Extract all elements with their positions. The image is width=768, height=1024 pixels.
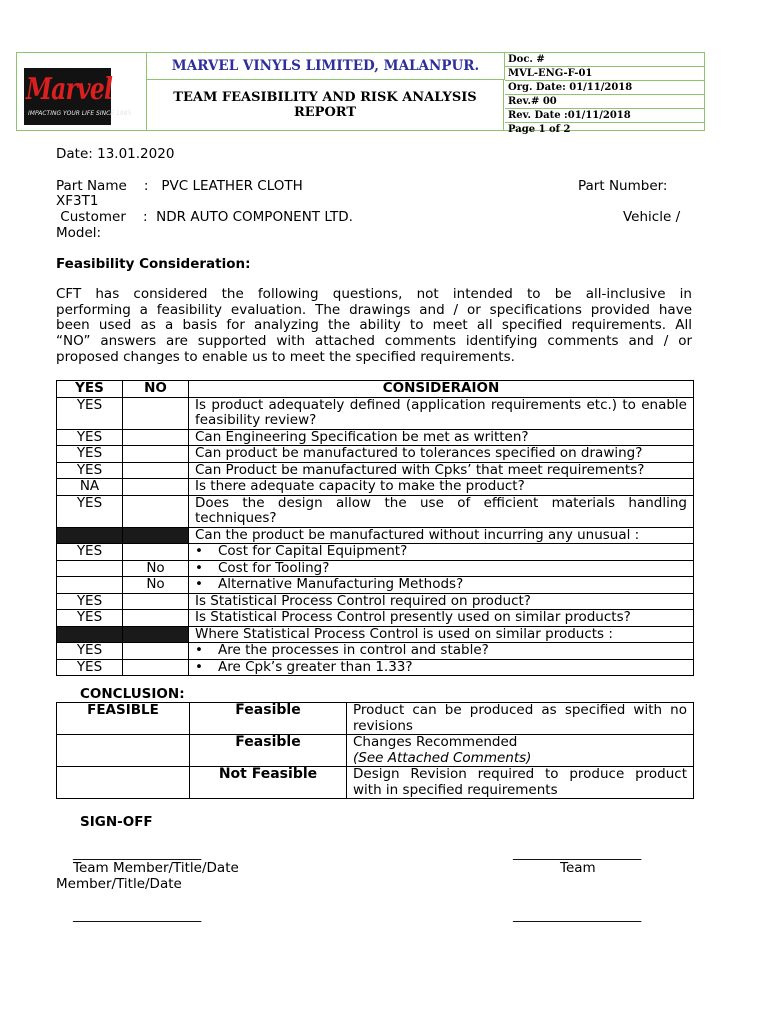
bullet-icon: • [195, 658, 203, 675]
no-cell [123, 544, 189, 561]
table-row [57, 495, 694, 527]
no-cell [123, 610, 189, 627]
table-row [57, 593, 694, 610]
table-row [57, 544, 694, 561]
table-section-row [57, 626, 694, 643]
table-row [57, 429, 694, 446]
consideration-text: Are the processes in control and stable? [218, 642, 489, 658]
description-line: revisions [353, 717, 413, 734]
conclusion-row [57, 703, 694, 735]
conclusion-table [56, 702, 694, 799]
consideration-text: Cost for Capital Equipment? [218, 543, 408, 559]
paragraph-line: proposed changes to enable us to meet the specified requirements. [56, 348, 515, 365]
table-row [57, 446, 694, 463]
report-title-line1: TEAM FEASIBILITY AND RISK ANALYSIS [173, 90, 477, 105]
description-line: with in specified requirements [353, 781, 558, 798]
report-title-line2: REPORT [293, 105, 357, 120]
doc-number: MVL-ENG-F-01 [505, 67, 704, 81]
logo-cell [17, 53, 147, 130]
model-label: Model: [56, 225, 102, 241]
table-section-row [57, 527, 694, 544]
blacked-out-cell [123, 626, 189, 643]
yes-cell: NA [57, 479, 123, 496]
conclusion-description [347, 735, 694, 767]
yes-cell: YES [57, 659, 123, 676]
conclusion-status: Feasible [190, 735, 347, 767]
header-no: NO [123, 381, 189, 398]
conclusion-label [57, 735, 190, 767]
consideration-cell: Can Product be manufactured with Cpks’ that meet requirements? [189, 462, 694, 479]
logo-wordmark: Marvel [26, 72, 113, 107]
consideration-cell [189, 544, 694, 561]
rev-date: Rev. Date :01/11/2018 [505, 109, 704, 123]
yes-cell [57, 560, 123, 577]
consideration-cell: Can the product be manufactured without incurring any unusual : [189, 527, 694, 544]
table-row [57, 610, 694, 627]
document-header [16, 52, 705, 135]
consideration-cell: Can product be manufactured to tolerances specified on drawing? [189, 446, 694, 463]
signature-line-right: ___________________ [513, 845, 642, 861]
conclusion-label [57, 767, 190, 799]
signature-line-right-2: ___________________ [513, 907, 642, 923]
logo-tagline: IMPACTING YOUR LIFE SINCE 1985 [28, 110, 132, 117]
no-cell: No [123, 560, 189, 577]
yes-cell: YES [57, 446, 123, 463]
yes-cell: YES [57, 610, 123, 627]
paragraph-line: performing a feasibility evaluation. The drawings and / or specifications provided have [56, 301, 692, 318]
yes-cell: YES [57, 429, 123, 446]
blacked-out-cell [123, 527, 189, 544]
bullet-icon: • [195, 642, 203, 658]
header-yes: YES [57, 381, 123, 398]
no-cell [123, 495, 189, 527]
consideration-table [56, 380, 694, 676]
conclusion-heading: CONCLUSION: [80, 686, 185, 702]
consideration-text: Alternative Manufacturing Methods? [218, 576, 464, 592]
consideration-cell: Does the design allow the use of efficient materials handling techniques? [189, 495, 694, 527]
consideration-cell: Is there adequate capacity to make the product? [189, 479, 694, 496]
no-cell [123, 479, 189, 496]
table-row [57, 659, 694, 676]
no-cell [123, 462, 189, 479]
no-cell [123, 659, 189, 676]
table-row [57, 643, 694, 660]
yes-cell: YES [57, 495, 123, 527]
consideration-cell [189, 560, 694, 577]
table-row [57, 397, 694, 429]
yes-cell [57, 577, 123, 594]
report-date: Date: 13.01.2020 [56, 146, 175, 162]
signature-label-right: Team [560, 860, 596, 876]
table-row [57, 462, 694, 479]
company-logo [24, 68, 132, 125]
org-date: Org. Date: 01/11/2018 [505, 81, 704, 95]
signature-line-left: ___________________ [73, 845, 202, 861]
signoff-heading: SIGN-OFF [80, 814, 153, 830]
company-name: MARVEL VINYLS LIMITED, MALANPUR. [147, 53, 505, 80]
no-cell [123, 397, 189, 429]
consideration-cell: Can Engineering Specification be met as written? [189, 429, 694, 446]
consideration-cell: Is Statistical Process Control presently used on similar products? [189, 610, 694, 627]
bullet-icon: • [195, 543, 203, 559]
paragraph-line: “NO” answers are supported with attached comments identifying comments and / or [56, 333, 692, 350]
yes-cell: YES [57, 643, 123, 660]
description-line: (See Attached Comments) [353, 749, 532, 766]
no-cell [123, 593, 189, 610]
yes-cell: YES [57, 593, 123, 610]
yes-cell: YES [57, 397, 123, 429]
signature-label-left: Team Member/Title/Date [73, 860, 239, 876]
consideration-cell [189, 577, 694, 594]
consideration-cell: Is product adequately defined (application requirements etc.) to enable feasibility review? [189, 397, 694, 429]
description-line: Design Revision required to produce product [353, 766, 687, 782]
bullet-icon: • [195, 559, 203, 576]
no-cell [123, 429, 189, 446]
conclusion-label: FEASIBLE [57, 703, 190, 735]
consideration-cell [189, 659, 694, 676]
part-number-value: XF3T1 [56, 193, 99, 209]
blacked-out-cell [57, 527, 123, 544]
conclusion-row [57, 735, 694, 767]
report-title [147, 80, 504, 130]
conclusion-description [347, 703, 694, 735]
feasibility-paragraph [56, 287, 692, 366]
customer-name: Customer : NDR AUTO COMPONENT LTD. [56, 209, 353, 225]
part-number-label: Part Number: [578, 178, 668, 194]
paragraph-line: been used as a basis for analyzing the ability to meet all specified requirements. All [56, 317, 692, 334]
table-row [57, 479, 694, 496]
consideration-text: Cost for Tooling? [218, 559, 330, 576]
consideration-text: Are Cpk’s greater than 1.33? [218, 658, 413, 675]
table-row [57, 560, 694, 577]
consideration-cell [189, 643, 694, 660]
doc-label: Doc. # [505, 53, 704, 67]
no-cell: No [123, 577, 189, 594]
description-line: Changes Recommended [353, 734, 518, 750]
conclusion-status: Feasible [190, 703, 347, 735]
paragraph-line: CFT has considered the following questions, not intended to be all-inclusive in [56, 286, 692, 302]
header-consideration: CONSIDERAION [189, 381, 694, 398]
blacked-out-cell [57, 626, 123, 643]
yes-cell: YES [57, 462, 123, 479]
rev-number: Rev.# 00 [505, 95, 704, 109]
table-header-row [57, 381, 694, 398]
part-name: Part Name : PVC LEATHER CLOTH [56, 178, 303, 194]
no-cell [123, 643, 189, 660]
consideration-cell: Where Statistical Process Control is used on similar products : [189, 626, 694, 643]
conclusion-row [57, 767, 694, 799]
bullet-icon: • [195, 576, 203, 592]
vehicle-label: Vehicle / [623, 209, 681, 225]
yes-cell: YES [57, 544, 123, 561]
feasibility-heading: Feasibility Consideration: [56, 256, 251, 272]
signature-label-right-cont: Member/Title/Date [56, 876, 182, 892]
description-line: Product can be produced as specified with no [353, 702, 687, 718]
page-number: Page 1 of 2 [508, 124, 571, 135]
document-meta [505, 53, 704, 136]
conclusion-status: Not Feasible [190, 767, 347, 799]
signature-line-left-2: ___________________ [73, 907, 202, 923]
consideration-cell: Is Statistical Process Control required on product? [189, 593, 694, 610]
table-row [57, 577, 694, 594]
no-cell [123, 446, 189, 463]
conclusion-description [347, 767, 694, 799]
